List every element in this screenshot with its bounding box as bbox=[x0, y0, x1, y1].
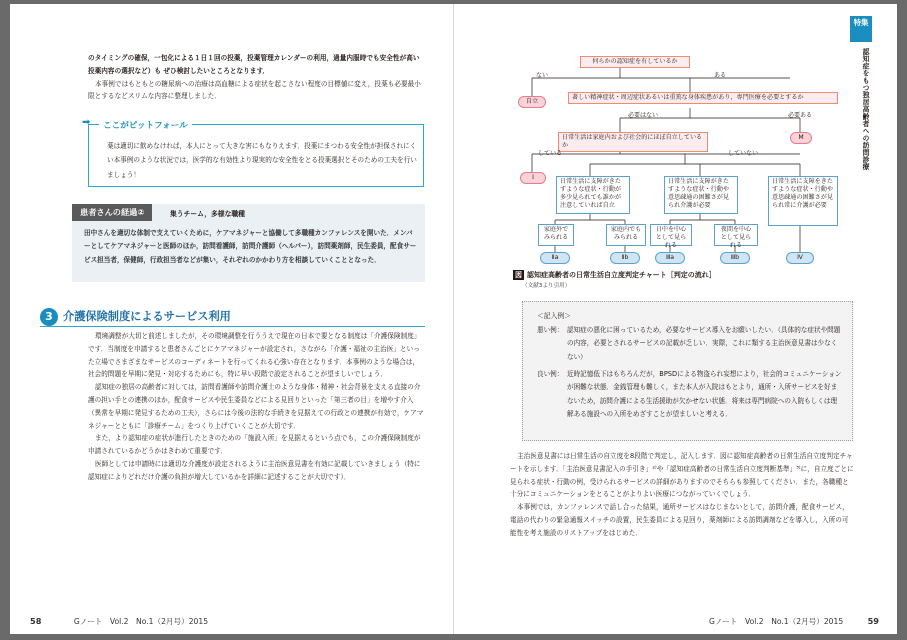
flow-branch-3: 日常生活に支障をきたすような症状・行動や意思疎通の困難さが見られ常に介護が必要 bbox=[768, 176, 838, 226]
right-body-text bbox=[510, 450, 855, 540]
flow-result-3a: Ⅲa bbox=[655, 252, 685, 264]
flow-label-not-doing: していない bbox=[728, 150, 759, 157]
figure-source: （文献3より引用） bbox=[522, 283, 571, 289]
figure-tag: 図 bbox=[515, 271, 522, 279]
left-page bbox=[10, 4, 453, 634]
flow-branch-1: 日常生活に支障がきたすような症状・行動が多少見られても誰かが注意していれば自立 bbox=[556, 176, 630, 214]
flow-sub-1: 家庭外でみられる bbox=[538, 224, 574, 246]
intro-paragraph: のタイミングの確保，一包化による１日１回の投薬，投薬管理カレンダーの利用，過量内服時でも安全性が高い投薬内容の選択など）も ぜひ検討したいところとなります． bbox=[88, 54, 420, 75]
feature-vertical-title: 認知症をもつ独居高齢者への訪問診療 bbox=[861, 48, 869, 171]
flow-result-4: Ⅳ bbox=[786, 252, 814, 264]
body-paragraph: 主治医意見書には日常生活の自立度を8段階で判定し，記入します．図に認知症高齢者の日常生活自立度判定チャートを示します．「主治医意見書記入の手引き」²⁾や「認知症高齢者の日常生活自立度判断基準」³⁾に，自立度ごとに見られる症状・行動の例，受けられるサービスの詳細がありますのでそちらも参照してください．また，各職種と十分にコミュニケーションをとることがよりよい医療につながっていくでしょう． bbox=[510, 452, 854, 499]
flow-sub-4: 夜間を中心として見られる bbox=[714, 224, 758, 246]
flow-sub-2: 家庭内でもみられる bbox=[606, 224, 646, 246]
patient-progress-label: 患者さんの経過② bbox=[72, 204, 152, 221]
patient-progress-box bbox=[72, 204, 425, 282]
section-heading bbox=[40, 307, 425, 327]
patient-progress-subtitle: 集うチーム，多様な職種 bbox=[170, 210, 245, 218]
section-title: 介護保険制度によるサービス利用 bbox=[63, 310, 231, 323]
flow-sub-3: 日中を中心として見られる bbox=[650, 224, 692, 246]
good-example-label: 良い例： bbox=[537, 370, 564, 378]
body-paragraph: 環境調整が大切と前述しましたが，その環境調整を行ううえで現在の日本で要となる制度は「介護保険制度」です．当制度を申請すると患者さんごとにケアマネジャーが設定され，さながら「介護・福祉の主治医」といった立場でさまざまなサービスのコーディネートを行ってくれる心強い存在となります．本事例のような場合は，社会的問題を早期に発見・対応するためにも，特に早い段階で設定されることが望ましいでしょう． bbox=[88, 332, 421, 379]
good-example-text: 近時記憶低下はもちろんだが，BPSDによる物盗られ妄想により，社会的コミュニケーションが困難な状態．金銭管理も難しく，また本人が入院はもとより，通所・入所サービスを好まないため，訪問介護による生活援助が欠かせない状態．将来は専門病院への入院もしくは理解ある施設への入所をめざすことが望ましいと考える． bbox=[567, 370, 842, 419]
good-example bbox=[537, 368, 842, 422]
figure-caption bbox=[513, 270, 716, 280]
feature-tab: 特集 bbox=[850, 16, 872, 42]
pitfall-box bbox=[82, 117, 424, 187]
flow-result-jiritsu: 自立 bbox=[518, 96, 546, 108]
pitfall-body: 薬は適切に飲めなければ，本人にとって大きな害にもなりえます．投薬にまつわる安全性が担保されにくい本事例のような状況では，医学的な有効性より現実的な安全性をとる投薬選択とそのための工夫を行いましょう！ bbox=[107, 142, 417, 179]
page-number: 59 bbox=[867, 616, 879, 626]
footer-left bbox=[30, 616, 208, 627]
flow-label-yes: ある bbox=[714, 72, 727, 79]
bad-example-label: 悪い例： bbox=[537, 326, 564, 334]
flow-result-i: I bbox=[520, 172, 546, 184]
footer-right bbox=[709, 616, 879, 627]
flow-result-2a: Ⅱa bbox=[540, 252, 570, 264]
body-paragraph: 本事例では，カンファレンスで話し合った結果，通所サービスはなじまないとして，訪問介護，配食サービス，電話の代わりの緊急通報スイッチの設置，民生委員による見回り，薬剤師による訪問調剤などを導入し，入所の可能性を考え施設のリストアップをはじめた． bbox=[510, 503, 849, 537]
bad-example-text: 認知症の悪化に困っているため，必要なサービス導入をお願いしたい．（具体的な症状や問題の内容，必要とされるサービスの記載が乏しい．実際，これに類する主治医意見書は少なくない） bbox=[567, 326, 841, 361]
flow-label-unnecessary: 必要はない bbox=[628, 112, 659, 119]
flow-question-1: 何らかの認知症を有しているか bbox=[580, 56, 690, 68]
patient-progress-body: 田中さんを適切な体制で支えていくために，ケアマネジャーと協働して多職種カンファレンスを開いた．メンバーとしてケアマネジャーと医師のほか，訪問看護師，訪問介護師（ヘルパー），訪問薬剤師，民生委員，配食サービス担当者，保健師，行政担当者などが集い，それぞれのかかわり方を相談していくこととなった． bbox=[84, 229, 417, 264]
page-number: 58 bbox=[30, 616, 42, 626]
figure-caption-text: 認知症高齢者の日常生活自立度判定チャート［判定の流れ］ bbox=[527, 271, 716, 279]
intro-text bbox=[88, 52, 424, 103]
pitfall-title: ここがピットフォール bbox=[99, 119, 192, 131]
pitfall-arrow-icon: ➡ bbox=[82, 117, 91, 128]
flowchart bbox=[510, 50, 842, 288]
flow-branch-2: 日常生活に支障がきたすような症状・行動や意思疎通の困難さが見られ介護が必要 bbox=[664, 176, 738, 214]
flow-question-3: 日常生活は家庭内および社会的にほぼ自立しているか bbox=[558, 132, 708, 152]
section-number: 3 bbox=[40, 308, 58, 326]
example-box bbox=[522, 301, 853, 441]
journal-info: Gノート Vol.2 No.1（2月号）2015 bbox=[708, 617, 844, 626]
flow-question-2: 著しい精神症状・周辺症状あるいは重篤な身体疾患があり，専門医療を必要とするか bbox=[568, 92, 838, 104]
flow-label-necessary: 必要ある bbox=[788, 112, 813, 119]
flow-result-3b: Ⅲb bbox=[720, 252, 750, 264]
example-heading: ＜記入例＞ bbox=[537, 312, 571, 320]
left-body-text bbox=[88, 330, 424, 484]
journal-info: Gノート Vol.2 No.1（2月号）2015 bbox=[73, 617, 209, 626]
flow-result-m: M bbox=[790, 132, 812, 144]
intro-paragraph: 本事例ではもともとの糖尿病への治療は高血糖による症状を起こさない程度の目標値に変え，投薬も必要最小限とするなどスリムな内容に整理しました． bbox=[88, 79, 421, 101]
body-paragraph: 医師としては申請時には適切な介護度が設定されるように主治医意見書を有効に記載していきましょう（特に認知症によりどれだけ介護の負担が増大しているかを詳細に記述することが大切です）． bbox=[88, 459, 421, 481]
body-paragraph: また，より認知症の症状が進行したときのための「施設入所」を見据えるという点でも，この介護保険制度が申請されているかどうかはきわめて重要です． bbox=[88, 434, 421, 456]
flow-label-doing: している bbox=[538, 150, 563, 157]
bad-example bbox=[537, 324, 842, 364]
flow-label-no: ない bbox=[536, 72, 549, 79]
body-paragraph: 認知症の独居の高齢者に対しては，訪問看護師や訪問介護士のような身体・精神・社会背景を支える直接の介護の担い手との連携のほか，配食サービスや民生委員などによる見回りといった「第三者の目」を増やす介入（異常を早期に発見するための工夫），さらには今後の法的な手続きを見据えての行政との連携が有効で，ケアマネジャーとともに「診療チーム」をつくり上げていくことが大切です． bbox=[88, 383, 424, 430]
flow-result-2b: Ⅱb bbox=[610, 252, 640, 264]
